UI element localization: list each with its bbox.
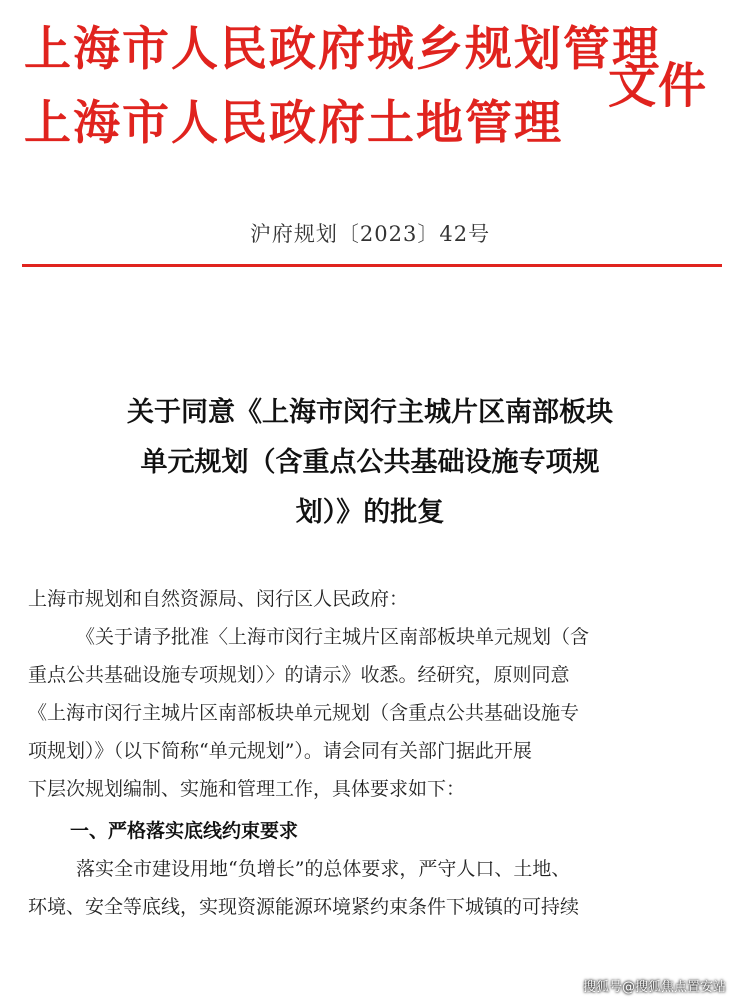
source-watermark: 搜狐号@搜狐焦点置安站 bbox=[582, 980, 726, 995]
paragraph-1-line: 《关于请予批准〈上海市闵行主城片区南部板块单元规划（含 bbox=[76, 626, 590, 648]
issuer-line-2: 上海市人民政府土地管理 bbox=[24, 96, 563, 151]
paragraph-1-line: 重点公共基础设施专项规划）〉的请示》收悉。经研究，原则同意 bbox=[28, 664, 570, 686]
title-line-3: 划）》的批复 bbox=[295, 497, 445, 528]
paragraph-1-line: 下层次规划编制、实施和管理工作，具体要求如下： bbox=[28, 778, 466, 800]
paragraph-2-line: 环境、安全等底线，实现资源能源环境紧约束条件下城镇的可持续 bbox=[28, 896, 580, 918]
paragraph-1-line: 项规划）》（以下简称“单元规划”）。请会同有关部门据此开展 bbox=[28, 740, 532, 762]
paragraph-2-line: 落实全市建设用地“负增长”的总体要求，严守人口、土地、 bbox=[76, 858, 571, 880]
issuer-line-1: 上海市人民政府城乡规划管理 bbox=[24, 22, 661, 77]
title-line-1: 关于同意《上海市闵行主城片区南部板块 bbox=[127, 397, 613, 428]
red-divider-rule bbox=[22, 264, 722, 267]
document-number: 沪府规划〔2023〕42号 bbox=[249, 222, 491, 246]
title-line-2: 单元规划（含重点公共基础设施专项规 bbox=[140, 447, 600, 478]
section-1-heading: 一、严格落实底线约束要求 bbox=[70, 820, 299, 842]
addressee: 上海市规划和自然资源局、闵行区人民政府： bbox=[28, 588, 409, 610]
paragraph-1-line: 《上海市闵行主城片区南部板块单元规划（含重点公共基础设施专 bbox=[28, 702, 580, 724]
document-title bbox=[60, 388, 680, 538]
document-body bbox=[28, 580, 718, 926]
document-type-suffix: 文件 bbox=[608, 58, 709, 114]
